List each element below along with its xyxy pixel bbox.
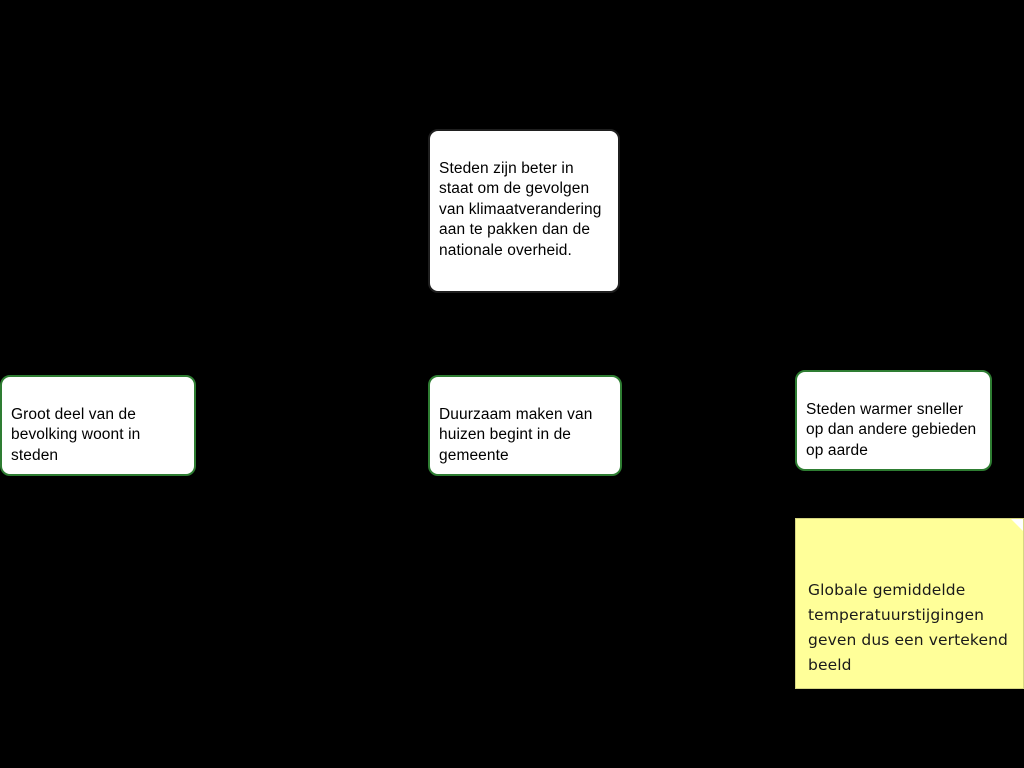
node-text: Steden warmer sneller op dan andere gebieden op aarde	[806, 400, 977, 459]
node-reason-warming[interactable]	[795, 370, 992, 471]
node-text: Steden zijn beter in staat om de gevolgen van klimaatverandering aan te pakken dan de nationale overheid.	[439, 159, 602, 259]
node-reason-population[interactable]	[0, 375, 196, 476]
sticky-note-global-average[interactable]	[795, 518, 1024, 689]
node-text: Duurzaam maken van huizen begint in de gemeente	[439, 405, 593, 464]
note-fold-corner-icon	[1011, 519, 1023, 531]
node-text: Groot deel van de bevolking woont in steden	[11, 405, 141, 464]
node-claim-cities[interactable]	[428, 129, 620, 293]
note-text: Globale gemiddelde temperatuurstijgingen geven dus een vertekend beeld	[808, 581, 1008, 674]
node-reason-houses[interactable]	[428, 375, 622, 476]
